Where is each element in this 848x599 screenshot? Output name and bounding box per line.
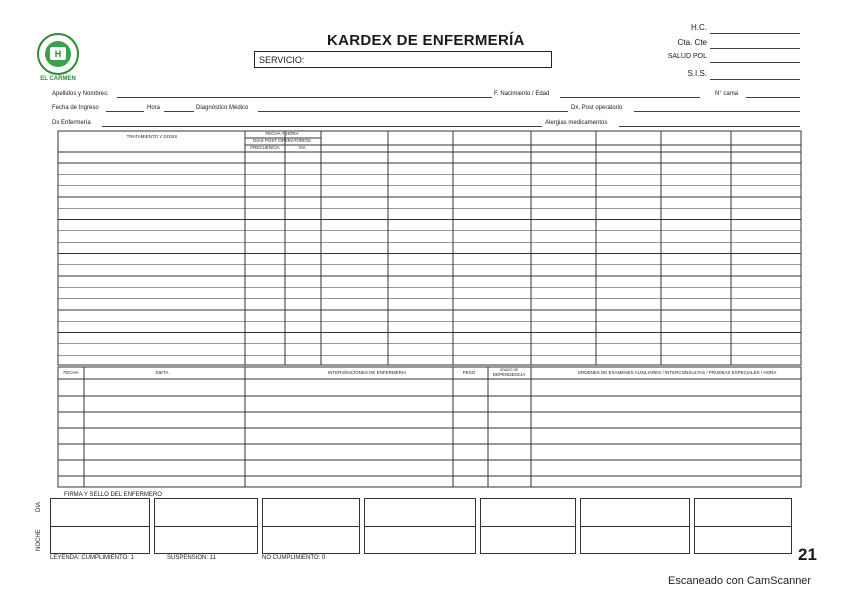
servicio-field[interactable]	[254, 51, 552, 68]
sis-label: S.I.S.	[687, 69, 707, 78]
diagnostico-field[interactable]	[258, 111, 568, 112]
signature-box[interactable]	[694, 498, 792, 554]
alergias-label: Alergias medicamentos	[545, 120, 608, 126]
scanner-watermark: Escaneado con CamScanner	[668, 575, 812, 587]
cama-label: N° cama	[715, 91, 739, 97]
nacimiento-field[interactable]	[560, 97, 700, 98]
hora-field[interactable]	[164, 111, 194, 112]
treatment-table	[57, 130, 802, 366]
header-intervenciones: INTERVENCIONES DE ENFERMERIA	[327, 370, 407, 375]
header-ordenes: ORDENES DE EXAMENES AUXILIARES / INTERCONSULTAS / PRUEBAS ESPECIALES / HORA	[577, 370, 777, 375]
header-fecha-hora: FECHA Y HORA	[265, 131, 299, 136]
header-frecuencia: FRECUENCIA	[250, 145, 280, 150]
header-tratamiento: TRATAMIENTO Y DOSIS	[126, 134, 178, 139]
enfermeria-field[interactable]	[102, 126, 542, 127]
header-dependencia: DEPENDENCIA	[492, 372, 526, 377]
header-dieta: DIETA	[155, 370, 169, 375]
table-border	[58, 367, 801, 487]
page-number: 21	[798, 545, 817, 564]
apellidos-field[interactable]	[117, 97, 492, 98]
hospital-logo	[34, 32, 78, 82]
legend-no-cumplimiento: NO CUMPLIMIENTO: 0	[262, 555, 326, 561]
post-label: Dx. Post operatorio	[571, 105, 623, 111]
logo-text: EL CARMEN	[40, 76, 76, 82]
hora-label: Hora	[147, 105, 161, 111]
header-fecha: FECHA	[63, 370, 79, 375]
header-peso: PESO	[462, 370, 476, 375]
cama-field[interactable]	[746, 97, 800, 98]
form-sheet	[22, 6, 830, 566]
signature-box[interactable]	[364, 498, 476, 554]
servicio-label: SERVICIO:	[259, 55, 305, 65]
header-dias-post: DIAS POST OPERATORIOS	[253, 138, 311, 143]
ingreso-field[interactable]	[106, 111, 144, 112]
signature-box[interactable]	[154, 498, 258, 554]
signature-box[interactable]	[580, 498, 690, 554]
table-border	[58, 131, 801, 365]
orders-table	[57, 366, 802, 488]
svg-text:H: H	[54, 49, 62, 59]
noche-label: NOCHE	[36, 529, 42, 551]
cta-label: Cta. Cte	[677, 38, 707, 47]
signature-label: FIRMA Y SELLO DEL ENFERMERO	[64, 492, 162, 498]
signature-box[interactable]	[480, 498, 576, 554]
ingreso-label: Fecha de Ingreso	[52, 105, 99, 111]
legend-suspension: SUSPENSIÓN: 11	[167, 555, 216, 561]
header-grado: GRADO DE	[499, 368, 519, 372]
hc-label: H.C.	[691, 23, 707, 32]
dia-label: DIA	[36, 501, 42, 512]
signature-box[interactable]	[50, 498, 150, 554]
apellidos-label: Apellidos y Nombres:	[52, 91, 109, 97]
saludpol-field[interactable]	[710, 62, 800, 63]
diagnostico-label: Diagnóstico Médico	[196, 105, 249, 111]
legend-cumplimiento: LEYENDA: CUMPLIMIENTO: 1	[50, 555, 134, 561]
header-via: VIA	[298, 145, 306, 150]
nacimiento-label: F. Nacimiento / Edad	[494, 91, 550, 97]
enfermeria-label: Dx Enfermería	[52, 120, 91, 126]
hc-field[interactable]	[710, 33, 800, 34]
form-title: KARDEX DE ENFERMERÍA	[327, 32, 525, 49]
post-field[interactable]	[634, 111, 800, 112]
saludpol-label: SALUD POL	[667, 53, 707, 60]
alergias-field[interactable]	[619, 126, 800, 127]
sis-field[interactable]	[710, 79, 800, 80]
cta-field[interactable]	[710, 48, 800, 49]
signature-box[interactable]	[262, 498, 360, 554]
